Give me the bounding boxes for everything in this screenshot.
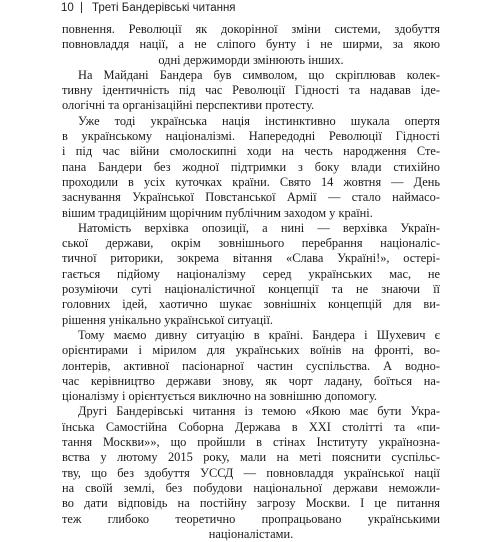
running-title: Треті Бандерівські читання — [92, 2, 236, 14]
text-line: тання Москви»», що пройшли в стінах Інституту українозна- — [62, 435, 440, 450]
page-number: 10 — [61, 2, 74, 14]
text-line: вства у лютому 2015 року, мали на меті пояснити суспільс- — [62, 450, 440, 465]
text-line: націоналістами. — [208, 526, 294, 541]
text-line: тивну ідентичність під час Революції Гідності та надавав іде- — [62, 83, 440, 98]
text-line: повнення. Революції як докорінної зміни системи, здобуття — [62, 22, 440, 36]
text-line: во дати відповідь на постійну загрозу Москви. І це питання — [62, 496, 440, 511]
text-line: тичної риторики, зокрема вітання «Слава Україні!», остері- — [62, 251, 440, 266]
text-line: головних ідей, хаотично шукає зовнішніх концепцій для ви- — [62, 297, 440, 312]
text-line: орієнтирами і мірилом для українських воїнів на фронті, во- — [62, 343, 440, 358]
text-line: Другі Бандерівські читання із темою «Якою має бути Укра- — [78, 404, 440, 419]
text-line: час керівництво держави знову, як чорт ладану, боїться на- — [62, 373, 440, 388]
text-line: заснування Української Повстанської Армії — стало наймасо- — [62, 190, 440, 205]
text-line: Уже тоді українська нація інстинктивно шукала опертя — [78, 113, 440, 128]
text-line: ціоналізму і орієнтується виключно на зовнішню допомогу. — [62, 389, 378, 404]
text-line: На Майдані Бандера був символом, що скріплював колек- — [78, 67, 440, 82]
text-line: теж глибоко теоретично пропрацьовано українськими — [62, 511, 440, 526]
text-line: і під час війни смолоскипні ходи на честь народження Сте- — [62, 144, 440, 159]
text-line: пана Бандери без жодної підтримки з боку влади стихійно — [62, 159, 440, 174]
text-line: на своїй землі, без побудови національної держави неможли- — [62, 480, 440, 495]
text-line: Тому маємо дивну ситуацію в країні. Бандера і Шухевич є — [78, 327, 440, 342]
text-line: рішення унікально української ситуації. — [62, 312, 273, 327]
header-divider — [81, 2, 82, 13]
text-line: їнська Самостійна Соборна Держава в XXI столітті та «пи- — [62, 419, 440, 434]
running-header — [0, 0, 500, 15]
body-text — [62, 22, 440, 542]
text-line: ської держави, окрім зовнішнього перебрання націоналіс- — [62, 236, 440, 251]
text-line: одні держиморди змінюють інших. — [158, 52, 344, 67]
text-line: розуміючи суті націоналістичної концепції та не знаючи її — [62, 282, 440, 297]
text-line: вішим традиційним щорічним публічним заходом у країні. — [62, 205, 373, 220]
text-line: тву, що без здобуття УССД — повновладдя української нації — [62, 465, 440, 480]
text-line: проходили в усіх куточках країни. Свято 14 жовтня — День — [62, 174, 440, 189]
text-line: ологічні та організаційні перспективи протесту. — [62, 98, 315, 113]
text-line: лонтерів, активної пасіонарної частин суспільства. А водно- — [62, 358, 440, 373]
text-line: гається підйому націоналізму серед українських мас, не — [62, 266, 440, 281]
text-line: в українському націоналізмі. Напередодні Революції Гідності — [62, 129, 440, 144]
text-line: повновладдя нації, а не сліпого бунту і не ширми, за якою — [62, 37, 440, 52]
text-line: Натомість верхівка опозиції, а нині — верхівка Україн- — [78, 220, 440, 235]
